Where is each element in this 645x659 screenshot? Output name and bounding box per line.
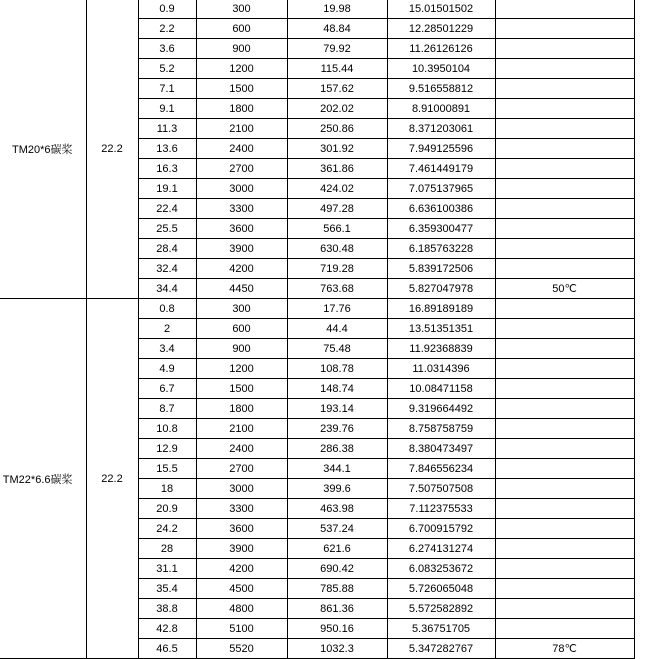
value-cell-b: 3600 — [196, 219, 287, 239]
value-cell-a: 9.1 — [138, 99, 196, 119]
value-cell-c: 950.16 — [287, 619, 387, 639]
value-cell-d: 8.91000891 — [387, 99, 495, 119]
value-cell-a: 38.8 — [138, 599, 196, 619]
value-cell-c: 44.4 — [287, 319, 387, 339]
value-cell-b: 3600 — [196, 519, 287, 539]
value-cell-d: 5.36751705 — [387, 619, 495, 639]
value-cell-b: 5100 — [196, 619, 287, 639]
value-cell-d: 5.347282767 — [387, 639, 495, 659]
value-cell-c: 79.92 — [287, 39, 387, 59]
value-cell-c: 621.6 — [287, 539, 387, 559]
value-cell-d: 8.380473497 — [387, 439, 495, 459]
value-cell-d: 5.827047978 — [387, 279, 495, 299]
value-cell-c: 861.36 — [287, 599, 387, 619]
value-cell-c: 424.02 — [287, 179, 387, 199]
value-cell-b: 1200 — [196, 359, 287, 379]
value-cell-a: 3.4 — [138, 339, 196, 359]
value-cell-a: 5.2 — [138, 59, 196, 79]
value-cell-d: 9.516558812 — [387, 79, 495, 99]
value-cell-c: 630.48 — [287, 239, 387, 259]
value-cell-d: 6.636100386 — [387, 199, 495, 219]
value-cell-b: 3900 — [196, 539, 287, 559]
value-cell-c: 239.76 — [287, 419, 387, 439]
value-cell-e — [495, 299, 634, 319]
value-cell-a: 0.9 — [138, 0, 196, 19]
value-cell-d: 5.839172506 — [387, 259, 495, 279]
value-cell-d: 7.461449179 — [387, 159, 495, 179]
value-cell-e — [495, 519, 634, 539]
value-cell-e — [495, 79, 634, 99]
table-row — [0, 299, 634, 319]
value-cell-d: 5.726065048 — [387, 579, 495, 599]
value-cell-a: 10.8 — [138, 419, 196, 439]
value-cell-d: 7.075137965 — [387, 179, 495, 199]
value-cell-d: 6.700915792 — [387, 519, 495, 539]
value-cell-a: 6.7 — [138, 379, 196, 399]
value-cell-d: 11.92368839 — [387, 339, 495, 359]
value-cell-e — [495, 59, 634, 79]
value-cell-b: 300 — [196, 299, 287, 319]
value-cell-a: 28 — [138, 539, 196, 559]
value-cell-b: 1200 — [196, 59, 287, 79]
value-cell-d: 12.28501229 — [387, 19, 495, 39]
value-cell-e — [495, 479, 634, 499]
value-cell-d: 7.846556234 — [387, 459, 495, 479]
value-cell-e — [495, 259, 634, 279]
value-cell-b: 1800 — [196, 399, 287, 419]
value-cell-c: 157.62 — [287, 79, 387, 99]
value-cell-b: 900 — [196, 39, 287, 59]
value-cell-e — [495, 399, 634, 419]
value-cell-a: 0.8 — [138, 299, 196, 319]
value-cell-c: 202.02 — [287, 99, 387, 119]
value-cell-b: 1800 — [196, 99, 287, 119]
value-cell-c: 785.88 — [287, 579, 387, 599]
value-cell-b: 2400 — [196, 439, 287, 459]
value-cell-a: 13.6 — [138, 139, 196, 159]
table-row — [0, 0, 634, 19]
value-cell-d: 7.112375533 — [387, 499, 495, 519]
value-cell-a: 34.4 — [138, 279, 196, 299]
value-cell-e — [495, 619, 634, 639]
value-cell-b: 4200 — [196, 559, 287, 579]
value-cell-c: 286.38 — [287, 439, 387, 459]
value-cell-e — [495, 339, 634, 359]
value-cell-c: 75.48 — [287, 339, 387, 359]
value-cell-a: 20.9 — [138, 499, 196, 519]
value-cell-a: 3.6 — [138, 39, 196, 59]
value-cell-e — [495, 319, 634, 339]
value-cell-a: 8.7 — [138, 399, 196, 419]
value-cell-c: 361.86 — [287, 159, 387, 179]
value-cell-e — [495, 559, 634, 579]
diameter-cell: 22.2 — [86, 0, 138, 299]
value-cell-c: 115.44 — [287, 59, 387, 79]
value-cell-c: 344.1 — [287, 459, 387, 479]
value-cell-e — [495, 539, 634, 559]
value-cell-e — [495, 459, 634, 479]
value-cell-c: 537.24 — [287, 519, 387, 539]
propeller-model-cell: TM22*6.6碳桨 — [0, 299, 86, 659]
value-cell-c: 48.84 — [287, 19, 387, 39]
value-cell-e — [495, 199, 634, 219]
value-cell-a: 31.1 — [138, 559, 196, 579]
value-cell-b: 1500 — [196, 379, 287, 399]
value-cell-a: 19.1 — [138, 179, 196, 199]
value-cell-d: 13.51351351 — [387, 319, 495, 339]
value-cell-a: 22.4 — [138, 199, 196, 219]
value-cell-b: 2100 — [196, 419, 287, 439]
value-cell-a: 2 — [138, 319, 196, 339]
value-cell-b: 2700 — [196, 459, 287, 479]
value-cell-a: 18 — [138, 479, 196, 499]
value-cell-e — [495, 599, 634, 619]
value-cell-e — [495, 419, 634, 439]
value-cell-d: 10.3950104 — [387, 59, 495, 79]
value-cell-d: 7.507507508 — [387, 479, 495, 499]
value-cell-a: 42.8 — [138, 619, 196, 639]
value-cell-d: 11.0314396 — [387, 359, 495, 379]
value-cell-d: 6.274131274 — [387, 539, 495, 559]
value-cell-e — [495, 159, 634, 179]
value-cell-c: 148.74 — [287, 379, 387, 399]
value-cell-d: 8.758758759 — [387, 419, 495, 439]
value-cell-b: 3300 — [196, 499, 287, 519]
value-cell-e — [495, 179, 634, 199]
value-cell-e — [495, 99, 634, 119]
value-cell-d: 15.01501502 — [387, 0, 495, 19]
value-cell-d: 7.949125596 — [387, 139, 495, 159]
value-cell-d: 10.08471158 — [387, 379, 495, 399]
value-cell-e — [495, 439, 634, 459]
value-cell-b: 600 — [196, 19, 287, 39]
value-cell-e — [495, 39, 634, 59]
propeller-model-cell: TM20*6碳桨 — [0, 0, 86, 299]
value-cell-c: 1032.3 — [287, 639, 387, 659]
value-cell-c: 690.42 — [287, 559, 387, 579]
value-cell-a: 35.4 — [138, 579, 196, 599]
value-cell-a: 32.4 — [138, 259, 196, 279]
value-cell-c: 719.28 — [287, 259, 387, 279]
value-cell-e: 50℃ — [495, 279, 634, 299]
value-cell-e — [495, 579, 634, 599]
value-cell-b: 4450 — [196, 279, 287, 299]
value-cell-a: 16.3 — [138, 159, 196, 179]
value-cell-e — [495, 219, 634, 239]
value-cell-c: 566.1 — [287, 219, 387, 239]
value-cell-e — [495, 239, 634, 259]
value-cell-d: 5.572582892 — [387, 599, 495, 619]
value-cell-d: 16.89189189 — [387, 299, 495, 319]
value-cell-e — [495, 139, 634, 159]
value-cell-c: 193.14 — [287, 399, 387, 419]
diameter-cell: 22.2 — [86, 299, 138, 659]
value-cell-b: 300 — [196, 0, 287, 19]
value-cell-d: 8.371203061 — [387, 119, 495, 139]
value-cell-e — [495, 19, 634, 39]
value-cell-b: 3000 — [196, 479, 287, 499]
value-cell-d: 6.359300477 — [387, 219, 495, 239]
value-cell-b: 600 — [196, 319, 287, 339]
value-cell-c: 399.6 — [287, 479, 387, 499]
value-cell-a: 12.9 — [138, 439, 196, 459]
value-cell-e — [495, 359, 634, 379]
value-cell-c: 463.98 — [287, 499, 387, 519]
value-cell-b: 1500 — [196, 79, 287, 99]
value-cell-a: 7.1 — [138, 79, 196, 99]
value-cell-b: 4200 — [196, 259, 287, 279]
value-cell-a: 4.9 — [138, 359, 196, 379]
value-cell-c: 108.78 — [287, 359, 387, 379]
value-cell-a: 46.5 — [138, 639, 196, 659]
value-cell-c: 763.68 — [287, 279, 387, 299]
value-cell-c: 497.28 — [287, 199, 387, 219]
value-cell-b: 4800 — [196, 599, 287, 619]
value-cell-b: 3000 — [196, 179, 287, 199]
value-cell-c: 301.92 — [287, 139, 387, 159]
value-cell-e — [495, 379, 634, 399]
value-cell-b: 3300 — [196, 199, 287, 219]
value-cell-e: 78℃ — [495, 639, 634, 659]
value-cell-c: 250.86 — [287, 119, 387, 139]
value-cell-d: 6.185763228 — [387, 239, 495, 259]
value-cell-b: 4500 — [196, 579, 287, 599]
value-cell-d: 11.26126126 — [387, 39, 495, 59]
value-cell-b: 900 — [196, 339, 287, 359]
value-cell-b: 5520 — [196, 639, 287, 659]
value-cell-b: 2100 — [196, 119, 287, 139]
value-cell-b: 3900 — [196, 239, 287, 259]
value-cell-d: 6.083253672 — [387, 559, 495, 579]
value-cell-c: 17.76 — [287, 299, 387, 319]
value-cell-c: 19.98 — [287, 0, 387, 19]
value-cell-a: 28.4 — [138, 239, 196, 259]
value-cell-b: 2400 — [196, 139, 287, 159]
value-cell-e — [495, 0, 634, 19]
value-cell-d: 9.319664492 — [387, 399, 495, 419]
value-cell-b: 2700 — [196, 159, 287, 179]
value-cell-a: 11.3 — [138, 119, 196, 139]
value-cell-e — [495, 119, 634, 139]
value-cell-a: 2.2 — [138, 19, 196, 39]
value-cell-e — [495, 499, 634, 519]
value-cell-a: 15.5 — [138, 459, 196, 479]
value-cell-a: 25.5 — [138, 219, 196, 239]
value-cell-a: 24.2 — [138, 519, 196, 539]
